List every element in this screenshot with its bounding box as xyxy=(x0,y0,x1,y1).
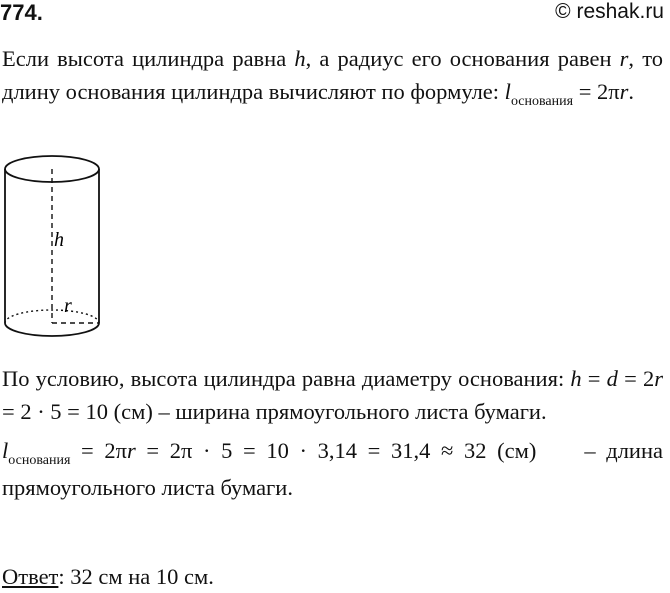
intro-paragraph xyxy=(2,42,663,112)
var-l-2: l xyxy=(2,438,9,463)
cond-text-1: По условию, высота цилиндра равна диаметру основания: xyxy=(2,366,571,391)
var-r-formula: r xyxy=(619,79,629,104)
copyright-notice: © reshak.ru xyxy=(555,0,664,23)
problem-number: 774. xyxy=(0,0,43,25)
cond-eq-1: = xyxy=(581,366,607,391)
formula-end: . xyxy=(628,79,635,104)
answer-line xyxy=(2,560,663,593)
var-l: l xyxy=(504,79,511,104)
subscript-base-2: основания xyxy=(8,453,71,468)
length-paragraph xyxy=(2,434,663,504)
answer-text: : 32 см на 10 см. xyxy=(58,564,214,589)
cylinder-label-r: r xyxy=(64,295,72,317)
var-r: r xyxy=(619,46,629,71)
len-dash: – xyxy=(584,438,596,463)
var-r-3: r xyxy=(654,366,663,391)
var-h: h xyxy=(294,46,306,71)
var-d: d xyxy=(606,366,618,391)
len-text-end: длина прямоугольного листа бумаги. xyxy=(2,438,663,500)
var-h-2: h xyxy=(570,366,582,391)
cond-eq-3: = 2 · 5 = 10 (см) – ширина прямоугольного листа бумаги. xyxy=(2,399,547,424)
len-eq-2: = 2π · 5 = 10 · 3,14 = 31,4 ≈ 32 (см) xyxy=(135,438,537,463)
formula-eq: = 2π xyxy=(573,79,620,104)
cylinder-figure xyxy=(0,150,110,350)
intro-text-3: , то длину основания цилиндра вычисляют по формуле: xyxy=(2,46,663,104)
cond-eq-2: = 2 xyxy=(617,366,655,391)
cylinder-bottom-front-arc xyxy=(5,323,99,336)
intro-text-1: Если высота цилиндра равна xyxy=(2,46,295,71)
cylinder-label-h: h xyxy=(54,229,64,251)
intro-text-2: , а радиус его основания равен xyxy=(305,46,620,71)
condition-paragraph xyxy=(2,362,663,428)
var-r-4: r xyxy=(126,438,136,463)
subscript-base: основания xyxy=(510,94,574,109)
len-eq-1: = 2π xyxy=(70,438,127,463)
answer-label: Ответ xyxy=(2,564,59,589)
